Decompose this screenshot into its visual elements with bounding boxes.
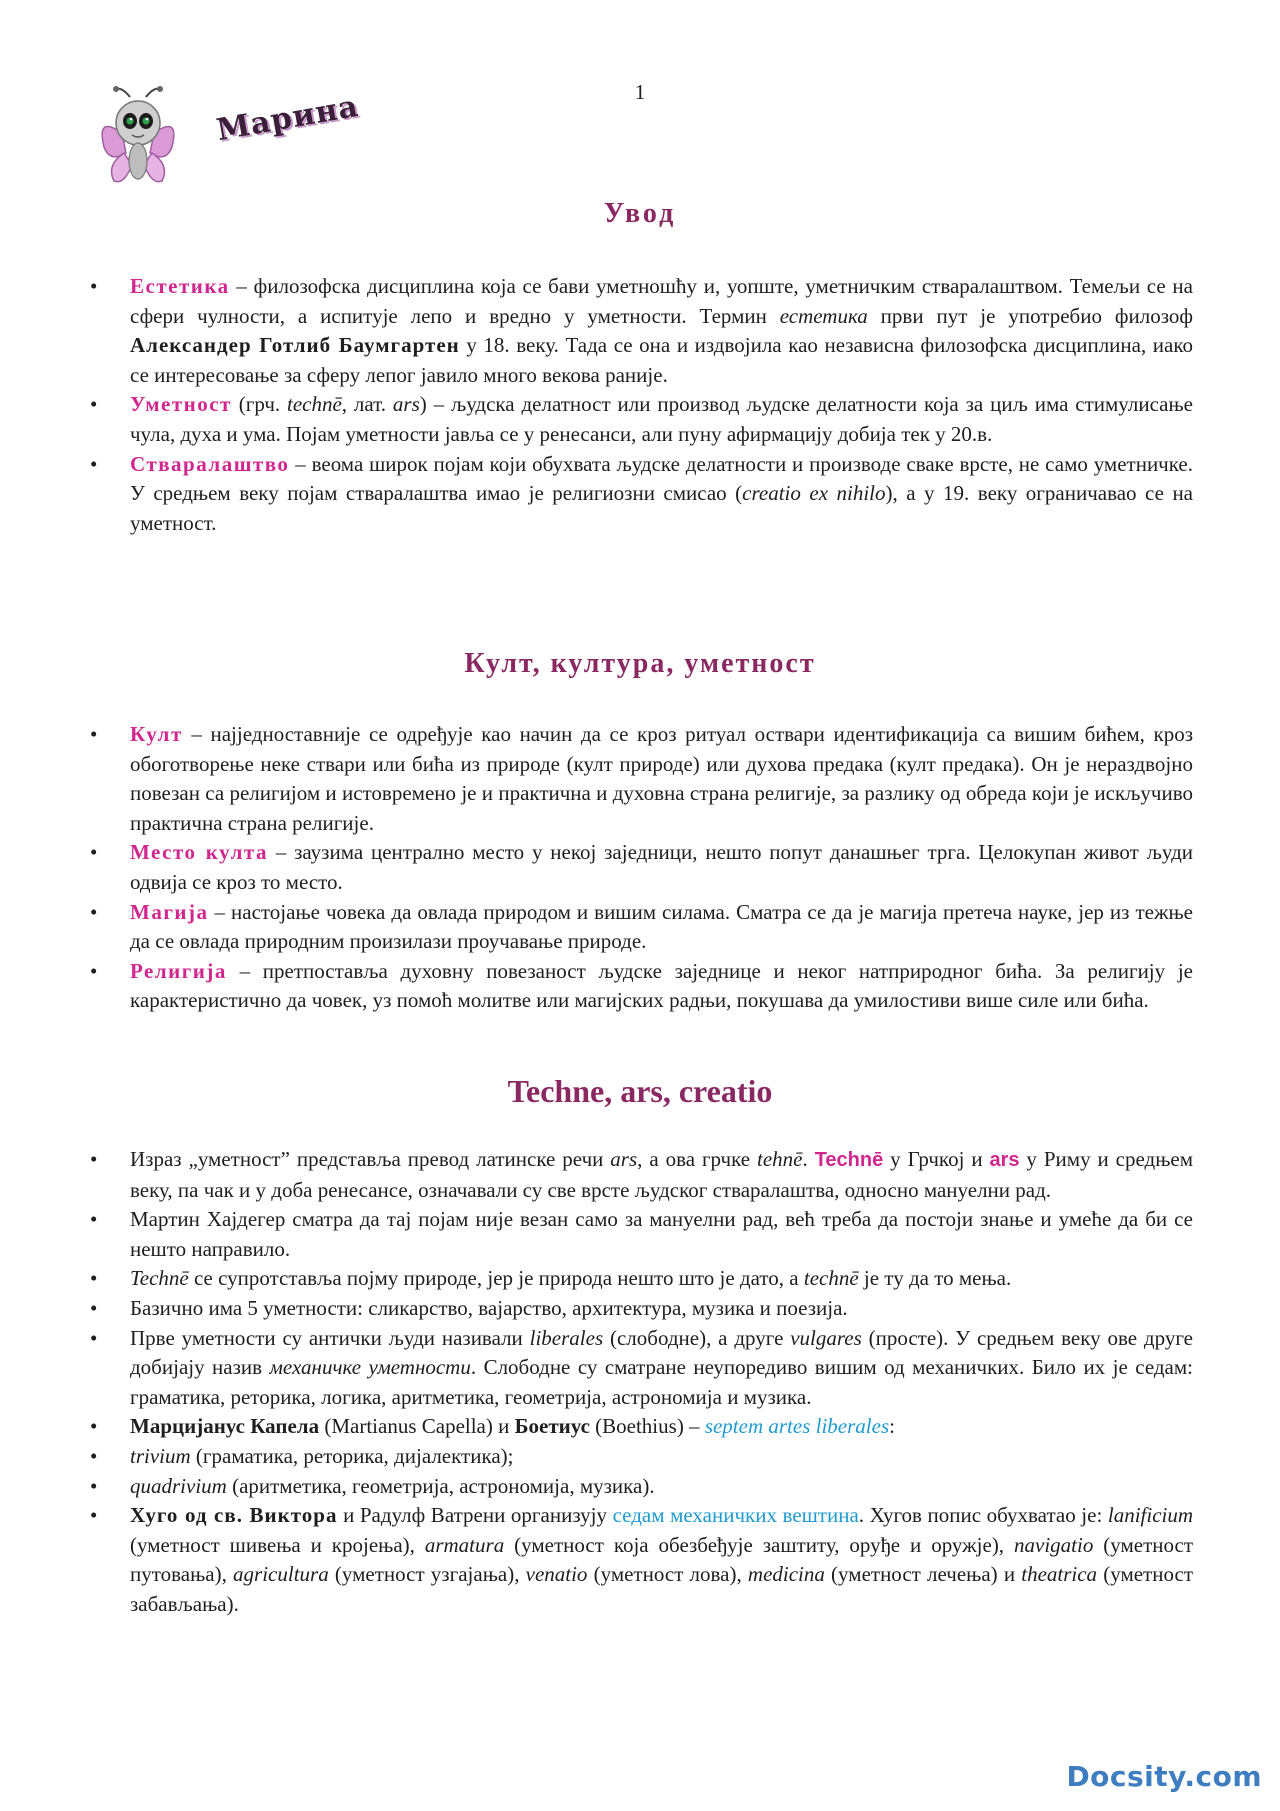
docsity-watermark: Docsity.com bbox=[1066, 1760, 1262, 1793]
list-item bbox=[88, 1442, 1193, 1472]
text-run: creatio ex nihilo bbox=[742, 481, 886, 506]
text-run: (уметност лечења) и bbox=[824, 1562, 1022, 1587]
text-run: venatio bbox=[525, 1562, 588, 1587]
text-run: (уметност шивења и кројења), bbox=[130, 1532, 425, 1557]
text-run: се супротставља појму природе, јер је природа нешто што је дато, а bbox=[188, 1266, 804, 1291]
text-run: lanificium bbox=[1107, 1503, 1194, 1528]
text-run: Technē bbox=[814, 1149, 884, 1171]
text-run: у 18. веку. Тада се она и издвојила као независна филозофска дисциплина, иако се интересовање за сферу лепог јавило много векова раније. bbox=[130, 333, 1194, 387]
list-item bbox=[88, 1294, 1193, 1324]
text-run: – веома широк појам који обухвата људске делатности и производе сваке врсте, не само уметничке. У средњем веку појам стваралаштва имао је религиозни смисао ( bbox=[130, 451, 1193, 506]
text-run: – заузима централно место у некој заједници, нешто попут данашњег трга. Целокупан живот људи одвија се кроз то место. bbox=[130, 840, 1194, 894]
logo bbox=[100, 85, 400, 195]
list-item bbox=[88, 1264, 1193, 1294]
list-item bbox=[88, 390, 1193, 449]
text-run: Боетиус bbox=[514, 1414, 590, 1439]
text-run: . bbox=[802, 1147, 815, 1171]
section-title-techne: Techne, ars, creatio bbox=[507, 1073, 773, 1109]
list-item bbox=[88, 450, 1193, 539]
text-run: (Martianus Capella) и bbox=[319, 1414, 515, 1439]
text-run: (уметност која обезбеђује заштиту, оруђе и оружје), bbox=[504, 1532, 1014, 1557]
text-run: седам механичких вештина bbox=[612, 1503, 859, 1528]
text-run: (уметност забављања). bbox=[130, 1562, 1193, 1616]
text-run: први пут је употребио филозоф bbox=[867, 303, 1193, 328]
list-item bbox=[88, 1324, 1193, 1413]
text-run: Стваралаштво bbox=[130, 451, 290, 476]
text-run: . Слободне су сматране неупоредиво вишим од механичких. Било их је седам: граматика, реторика, логика, аритметика, геометрија, астрономија и музика. bbox=[130, 1355, 1193, 1409]
list-item bbox=[88, 838, 1193, 897]
text-run: механичке уметности bbox=[269, 1355, 471, 1380]
text-run: (уметност путовања), bbox=[130, 1532, 1194, 1587]
text-run: , а ова грчке bbox=[637, 1147, 758, 1171]
text-run: (уметност узгајања), bbox=[328, 1562, 526, 1587]
text-run: Хуго од св. Виктора bbox=[130, 1503, 338, 1528]
list-item bbox=[88, 1145, 1193, 1205]
list-item bbox=[88, 720, 1193, 838]
text-run: ars bbox=[610, 1147, 638, 1171]
text-run: Израз „уметност” представља превод латинске речи bbox=[130, 1147, 611, 1171]
text-run: – претпоставља духовну повезаност људске заједнице и неког натприродног бића. За религију је карактеристично да човек, уз помоћ молитве или магијских радњи, покушава да умилостиви више силе или бића. bbox=[130, 958, 1193, 1013]
text-run: tehnē bbox=[757, 1147, 803, 1171]
text-run: ars bbox=[989, 1149, 1020, 1171]
text-run: , лат. bbox=[341, 392, 393, 417]
text-run: (уметност лова), bbox=[587, 1562, 748, 1587]
text-run: : bbox=[889, 1414, 895, 1439]
text-run: Мартин Хајдегер сматра да тај појам није везан само за мануелни рад, већ треба да постоји знање и умеће да би се нешто направило. bbox=[130, 1207, 1193, 1261]
text-run: vulgares bbox=[790, 1325, 862, 1350]
text-run: technē bbox=[287, 392, 342, 417]
list-item bbox=[88, 1205, 1193, 1264]
text-run: trivium bbox=[130, 1443, 191, 1468]
text-run: Марцијанус Капела bbox=[130, 1414, 320, 1439]
text-run: armatura bbox=[424, 1532, 505, 1557]
text-run: Естетика bbox=[130, 274, 230, 298]
bullet-list-uvod bbox=[88, 272, 1193, 538]
bullet-list-kult bbox=[88, 720, 1193, 1016]
list-item bbox=[88, 1412, 1193, 1442]
text-run: Религија bbox=[130, 958, 227, 983]
text-run: у Грчкој и bbox=[883, 1147, 990, 1171]
text-run: technē bbox=[803, 1266, 859, 1291]
page-number: 1 bbox=[634, 80, 646, 104]
text-run: Култ bbox=[130, 722, 183, 746]
text-run: septem artes liberales bbox=[704, 1414, 890, 1439]
text-run: естетика bbox=[779, 303, 868, 328]
text-run: – најједноставније се одређује као начин да се кроз ритуал оствари идентификација са вишим бићем, кроз обоготворење неке ствари или бића из природе (култ природе) или духова предака (култ предака). Он је нераздвојно повезан са религијом и истовремено је и практична и духовна страна религије, за разлику од обреда који је искључиво практична страна религије. bbox=[130, 722, 1193, 835]
text-run: (грч. bbox=[231, 392, 287, 417]
section-title-uvod: Увод bbox=[603, 198, 677, 229]
text-run: (Boethius) – bbox=[589, 1414, 705, 1439]
text-run: (граматика, реторика, дијалектика); bbox=[190, 1443, 514, 1468]
text-run: ars bbox=[392, 392, 420, 417]
butterfly-icon bbox=[100, 85, 180, 195]
text-run: Александер Готлиб Баумгартен bbox=[130, 333, 460, 358]
text-run: liberales bbox=[529, 1325, 604, 1350]
bullet-list-techne bbox=[88, 1145, 1193, 1620]
text-run: (просте). У средњем веку ове друге добијају назив bbox=[130, 1325, 1193, 1380]
text-run: navigatio bbox=[1014, 1532, 1094, 1557]
list-item bbox=[88, 957, 1193, 1016]
text-run: agricultura bbox=[233, 1562, 329, 1587]
text-run: . Хугов попис обухватао је: bbox=[858, 1503, 1108, 1528]
list-item bbox=[88, 272, 1193, 390]
text-run: medicina bbox=[747, 1562, 825, 1587]
text-run: – филозофска дисциплина која се бави уметношћу и, уопште, уметничким стваралаштвом. Темељи се на сфери чулности, а испитује лепо и вредно у уметности. Термин bbox=[130, 274, 1193, 328]
logo-wordmark: Марина bbox=[214, 88, 362, 149]
text-run: Прве уметности су антички људи називали bbox=[130, 1325, 530, 1350]
text-run: ) – људска делатност или производ људске делатности која за циљ има стимулисање чула, духа и ума. Појам уметности јавља се у ренесанси, али пуну афирмацију добија тек у 20.в. bbox=[130, 392, 1193, 446]
text-run: ), а у 19. веку ограничавао се на уметност. bbox=[130, 481, 1193, 535]
text-run: theatrica bbox=[1021, 1562, 1098, 1587]
text-run: Магија bbox=[130, 899, 209, 924]
text-run: (аритметика, геометрија, астрономија, музика). bbox=[226, 1473, 655, 1498]
list-item bbox=[88, 1501, 1193, 1619]
text-run: – настојање човека да овлада природом и вишим силама. Сматра се да је магија претеча науке, јер из тежње да се овлада природним произилази проучавање природе. bbox=[130, 899, 1193, 954]
text-run: Место култа bbox=[130, 840, 268, 865]
text-run: је ту да то мења. bbox=[858, 1266, 1012, 1291]
text-run: quadrivium bbox=[130, 1473, 227, 1498]
text-run: Уметност bbox=[130, 392, 232, 417]
text-run: (слободне), а друге bbox=[603, 1325, 791, 1350]
text-run: Базично има 5 уметности: сликарство, вајарство, архитектура, музика и поезија. bbox=[130, 1295, 848, 1320]
text-run: и Радулф Ватрени организују bbox=[337, 1503, 613, 1528]
section-title-kult: Култ, култура, уметност bbox=[464, 648, 816, 679]
list-item bbox=[88, 898, 1193, 957]
text-run: у Риму и средњем веку, па чак и у доба ренесансе, означавали су све врсте људског стваралаштва, односно мануелни рад. bbox=[130, 1147, 1193, 1202]
list-item bbox=[88, 1472, 1193, 1502]
text-run: Technē bbox=[130, 1266, 189, 1291]
